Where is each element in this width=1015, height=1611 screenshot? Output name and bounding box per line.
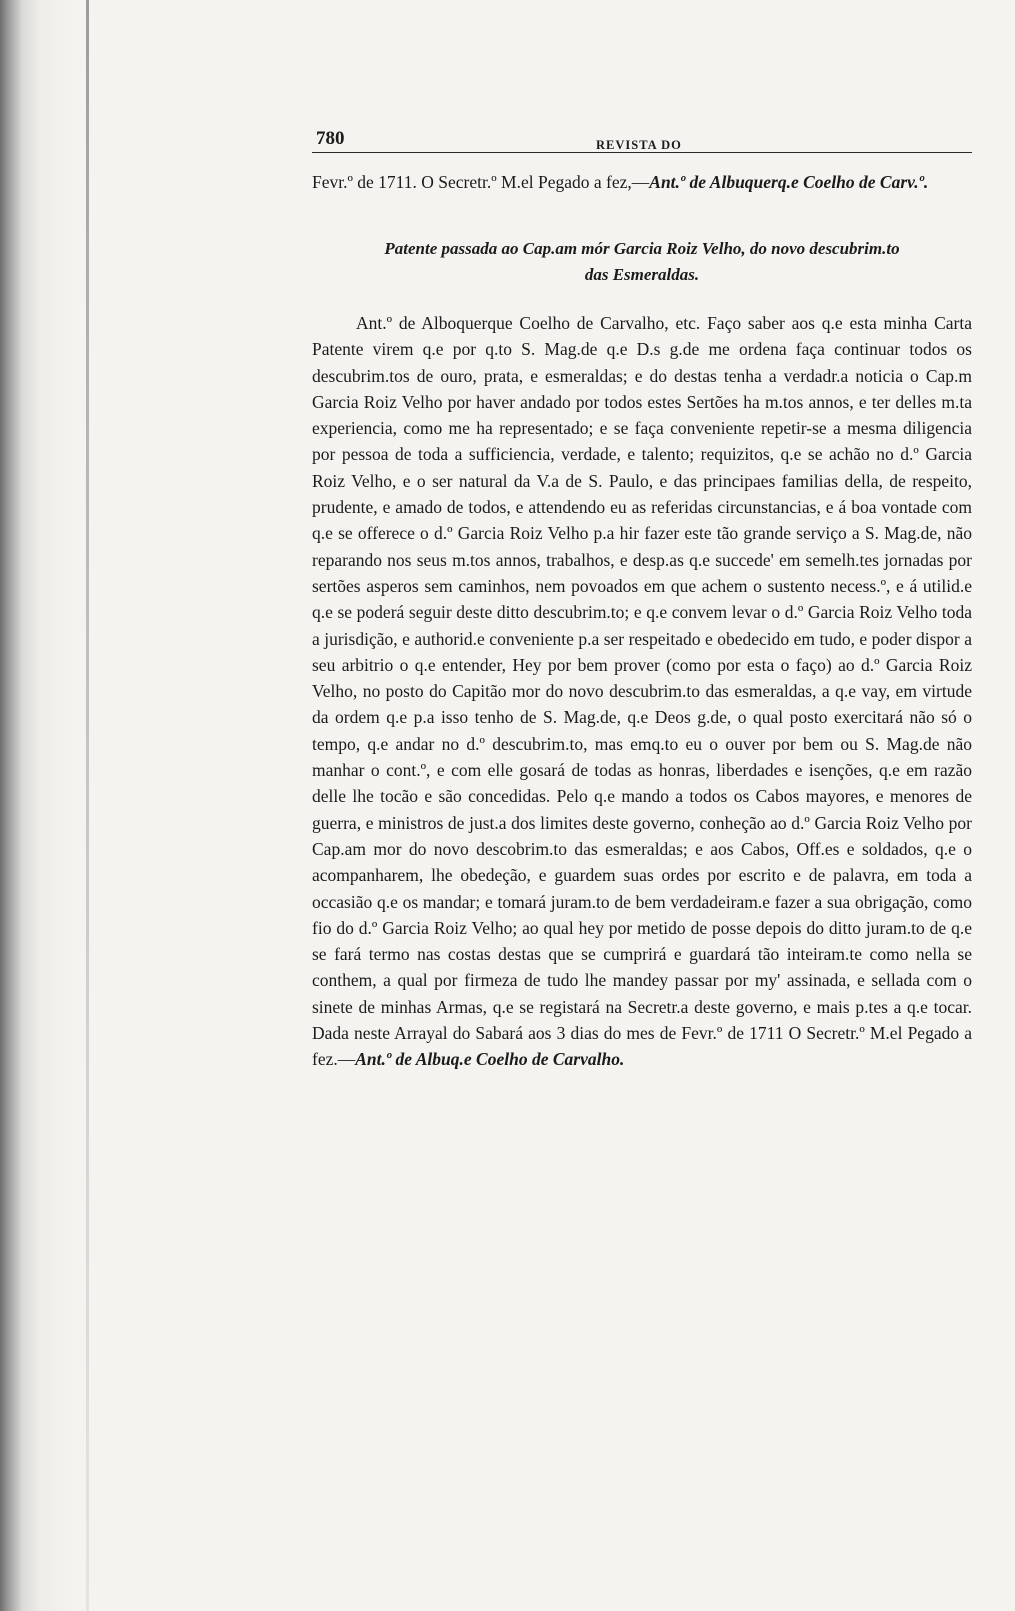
binding-fold-line — [86, 0, 89, 1611]
running-title: REVISTA DO — [596, 138, 682, 152]
heading-line-1: Patente passada ao Cap.am mór Garcia Roiz Velho, do novo descubrim.to — [384, 239, 900, 258]
heading-line-2: das Esmeraldas. — [584, 265, 700, 284]
opening-text: Fevr.º de 1711. O Secretr.º M.el Pegado a fez,— — [312, 172, 650, 192]
body-text: Ant.º de Alboquerque Coelho de Carvalho, etc. Faço saber aos q.e esta minha Carta Patente virem q.e por q.to S. Mag.de q.e D.s g.de me ordena faça continuar todos os descubrim.tos de ouro, prata, e esmeraldas; e do destas tenha a verdadr.a noticia o Cap.m Garcia Roiz Velho por haver andado por todos estes Sertões ha m.tos annos, e ter delles m.ta experiencia, como me ha representado; e se faça conveniente repetir-se a mesma diligencia por pessoa de toda a sufficiencia, verdade, e talento; requizitos, q.e se achão no d.º Garcia Roiz Velho, e o ser natural da V.a de S. Paulo, e das principaes familias della, de respeito, prudente, e amado de todos, e attendendo eu as referidas circunstancias, e á boa vontade com q.e se offerece o d.º Garcia Roiz Velho p.a hir fazer este tão grande serviço a S. Mag.de, não reparando nos seus m.tos annos, trabalhos, e desp.as q.e succede' em semelh.tes jornadas por sertões asperos sem caminhos, nem povoados em que achem o sustento necess.º, e á utilid.e q.e se poderá seguir deste ditto descubrim.to; e q.e convem levar o d.º Garcia Roiz Velho toda a jurisdição, e authorid.e conveniente p.a ser respeitado e obedecido em tudo, e poder dispor a seu arbitrio o q.e entender, Hey por bem prover (como por esta o faço) ao d.º Garcia Roiz Velho, no posto do Capitão mor do novo descubrim.to das esmeraldas, a q.e vay, em virtude da ordem q.e p.a isso tenho de S. Mag.de, q.e Deos g.de, o qual posto exercitará não só o tempo, q.e andar no d.º descubrim.to, mas emq.to eu o ouver por bem ou S. Mag.de não manhar o cont.º, e com elle gosará de todas as honras, liberdades e isenções, q.e em razão delle lhe tocão e são concedidas. Pelo q.e mando a todos os Cabos mayores, e menores de guerra, e ministros de just.a dos limites deste governo, conheção ao d.º Garcia Roiz Velho por Cap.am mor do novo descobrim.to das esmeraldas; e aos Cabos, Off.es e soldados, q.e o acompanharem, lhe obedeção, e guardem suas ordes por escrito e de palavra, em toda a occasião q.e os mandar; e tomará juram.to de bem verdadeiram.e fazer a sua obrigação, como fio do d.º Garcia Roiz Velho; ao qual hey por metido de posse depois do ditto juram.to de q.e se fará termo nas costas destas que se cumprirá e guardará tão inteiram.te como nella se conthem, a qual por firmeza de tudo lhe mandey passar por my' assinada, e sellada com o sinete de minhas Armas, q.e se registará na Secretr.a deste governo, e mais p.tes a q.e tocar. Dada neste Arrayal do Sabará aos 3 dias do mes de Fevr.º de 1711 O Secretr.º M.el Pegado a fez.— — [312, 313, 972, 1070]
opening-paragraph — [312, 169, 972, 196]
page-binding-shadow — [0, 0, 78, 1611]
body-paragraph — [312, 310, 972, 1073]
running-header — [312, 118, 972, 153]
page-number: 780 — [316, 128, 345, 149]
section-heading — [312, 236, 972, 288]
body-signature: Ant.º de Albuq.e Coelho de Carvalho. — [355, 1049, 625, 1070]
document-page — [312, 118, 972, 1073]
opening-signature: Ant.º de Albuquerq.e Coelho de Carv.º. — [649, 172, 929, 192]
